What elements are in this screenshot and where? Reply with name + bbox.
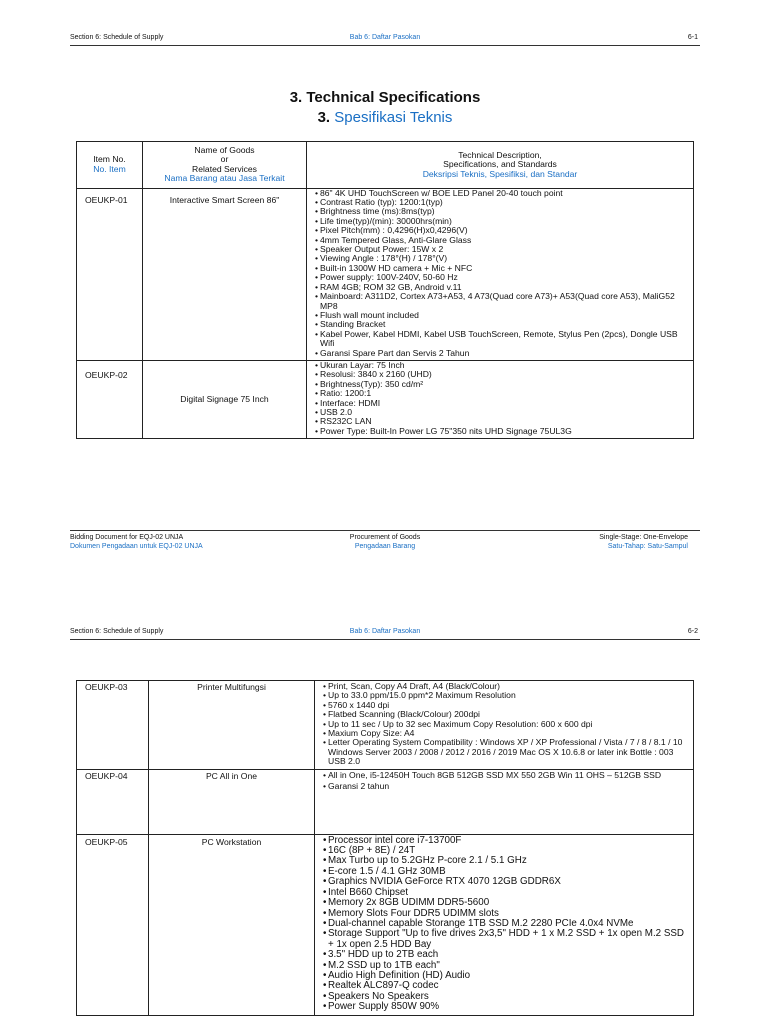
spec-item: • Letter Operating System Compatibility : Windows XP / XP Professional / Vista / 7 / 8 / 8.1 / 10 Windows Server 2003 / 2008 / 2012 / 2016 / 2019 Mac OS X 10.6.8 or later ink Bottle : 003 USB 2.0 — [323, 738, 689, 766]
item-no-cell: OEUKP-05 — [77, 834, 149, 1015]
spec-item: • Garansi Spare Part dan Servis 2 Tahun — [315, 349, 689, 358]
spec-item: • Memory Slots Four DDR5 UDIMM slots — [323, 909, 689, 919]
spec-item: • Storage Support "Up to five drives 2x3,5" HDD + 1 x M.2 SSD + 1x open M.2 SSD + 1x open 2.5 HDD Bay — [323, 929, 689, 950]
spec-item: • Flush wall mount included — [315, 311, 689, 320]
spec-item: • Ukuran Layar: 75 Inch — [315, 361, 689, 370]
footer-procurement: Procurement of Goods — [349, 534, 421, 541]
header-section-label-id: Bab 6: Daftar Pasokan — [349, 628, 421, 635]
table-row — [77, 834, 694, 1015]
spec-item: • Power Supply 850W 90% — [323, 1002, 689, 1012]
col-item-no — [77, 142, 143, 189]
footer-procurement-id: Pengadaan Barang — [354, 543, 416, 550]
spec-item: • Maxium Copy Size: A4 — [323, 729, 689, 738]
col-desc-label-id: Deksripsi Teknis, Spesifiksi, dan Standar — [422, 168, 578, 179]
footer-stage-id: Satu-Tahap: Satu-Sampul — [607, 543, 688, 550]
spec-item: • Brightness(Typ): 350 cd/m² — [315, 380, 689, 389]
header-section-label: Section 6: Schedule of Supply — [70, 628, 164, 635]
col-item-no-label-id: No. Item — [93, 163, 126, 174]
spec-item: • All in One, i5-12450H Touch 8GB 512GB SSD MX 550 2GB Win 11 OHS – 512GB SSD — [323, 771, 689, 780]
spec-item: • Built-in 1300W HD camera + Mic + NFC — [315, 264, 689, 273]
spec-item: • Up to 33.0 ppm/15.0 ppm*2 Maximum Resolution — [323, 691, 689, 700]
spec-item: • RS232C LAN — [315, 417, 689, 426]
section-title-id-number: 3. — [317, 109, 331, 126]
spec-item: • Max Turbo up to 5.2GHz P-core 2.1 / 5.1 GHz — [323, 856, 689, 866]
spec-item: • 16C (8P + 8E) / 24T — [323, 846, 689, 856]
spec-item: • Garansi 2 tahun — [323, 782, 689, 791]
item-name-cell: Digital Signage 75 Inch — [143, 360, 307, 438]
page1-header — [70, 32, 700, 46]
spec-item: • Power Type: Built-In Power LG 75"350 nits UHD Signage 75UL3G — [315, 427, 689, 436]
spec-item: • RAM 4GB; ROM 32 GB, Android v.11 — [315, 283, 689, 292]
spec-list — [323, 682, 689, 767]
page1-footer — [70, 530, 700, 553]
item-no-cell: OEUKP-02 — [77, 360, 143, 438]
spec-item: • Flatbed Scanning (Black/Colour) 200dpi — [323, 710, 689, 719]
spec-item: • Life time(typ)/(min): 30000hrs(min) — [315, 217, 689, 226]
col-name-label-id: Nama Barang atau Jasa Terkait — [164, 173, 285, 184]
table-row — [77, 360, 694, 438]
spec-item: • Intel B660 Chipset — [323, 888, 689, 898]
table-row — [77, 769, 694, 834]
col-desc-line2: Specifications, and Standards — [443, 159, 557, 170]
col-desc-line1: Technical Description, — [458, 149, 542, 160]
section-title-id — [70, 109, 700, 126]
spec-item: • Speaker Output Power: 15W x 2 — [315, 245, 689, 254]
spec-list — [315, 361, 689, 436]
spec-item: • USB 2.0 — [315, 408, 689, 417]
spec-item: • Realtek ALC897-Q codec — [323, 981, 689, 991]
spec-item: • Brightness time (ms):8ms(typ) — [315, 207, 689, 216]
spec-item: • Ratio: 1200:1 — [315, 389, 689, 398]
spec-list — [323, 771, 689, 792]
col-name — [143, 142, 307, 189]
item-spec-cell — [315, 834, 694, 1015]
section-title-en: 3. Technical Specifications — [289, 89, 481, 106]
spec-item: • E-core 1.5 / 4.1 GHz 30MB — [323, 867, 689, 877]
item-no-cell: OEUKP-03 — [77, 681, 149, 770]
footer-right — [599, 533, 688, 551]
spec-table-page2 — [76, 680, 694, 1016]
item-no-cell: OEUKP-01 — [77, 188, 143, 360]
spec-item: • Processor intel core i7-13700F — [323, 836, 689, 846]
section-title-id-text: Spesifikasi Teknis — [334, 109, 453, 126]
spec-list — [323, 836, 689, 1013]
header-page-number: 6-1 — [687, 34, 698, 41]
item-name-cell: Interactive Smart Screen 86" — [143, 188, 307, 360]
col-item-no-label: Item No. — [93, 154, 126, 165]
spec-item: • Kabel Power, Kabel HDMI, Kabel USB TouchScreen, Remote, Stylus Pen (2pcs), Dongle USB Wifi — [315, 330, 689, 349]
spec-item: • M.2 SSD up to 1TB each" — [323, 961, 689, 971]
spec-item: • Dual-channel capable Storange 1TB SSD M.2 2280 PCIe 4.0x4 NVMe — [323, 919, 689, 929]
table-header-row — [77, 142, 694, 189]
spec-item: • Speakers No Speakers — [323, 992, 689, 1002]
spec-item: • 5760 x 1440 dpi — [323, 701, 689, 710]
page2-header — [70, 626, 700, 640]
spec-item: • Graphics NVIDIA GeForce RTX 4070 12GB GDDR6X — [323, 877, 689, 887]
spec-item: • Interface: HDMI — [315, 399, 689, 408]
footer-doc-title: Bidding Document for EQJ-02 UNJA — [70, 534, 184, 541]
item-spec-cell — [307, 188, 694, 360]
spec-item: • Mainboard: A311D2, Cortex A73+A53, 4 A73(Quad core A73)+ A53(Quad core A53), MaliG52 MP8 — [315, 292, 689, 311]
spec-item: • Print, Scan, Copy A4 Draft, A4 (Black/Colour) — [323, 682, 689, 691]
col-name-line2: or — [220, 154, 229, 165]
spec-item: • 3.5" HDD up to 2TB each — [323, 950, 689, 960]
spec-item: • Standing Bracket — [315, 320, 689, 329]
header-page-number: 6-2 — [687, 628, 698, 635]
item-spec-cell — [315, 681, 694, 770]
spec-item: • Resolusi: 3840 x 2160 (UHD) — [315, 370, 689, 379]
table-row — [77, 188, 694, 360]
item-name-cell: PC All in One — [149, 769, 315, 834]
spec-item: • Contrast Ratio (typ): 1200:1(typ) — [315, 198, 689, 207]
col-description — [307, 142, 694, 189]
header-section-label: Section 6: Schedule of Supply — [70, 34, 164, 41]
footer-doc-title-id: Dokumen Pengadaan untuk EQJ-02 UNJA — [70, 543, 203, 550]
item-name-cell: Printer Multifungsi — [149, 681, 315, 770]
item-name-cell: PC Workstation — [149, 834, 315, 1015]
item-spec-cell — [315, 769, 694, 834]
item-spec-cell — [307, 360, 694, 438]
col-name-line1: Name of Goods — [194, 145, 255, 155]
spec-item: • Up to 11 sec / Up to 32 sec Maximum Copy Resolution: 600 x 600 dpi — [323, 720, 689, 729]
item-no-cell: OEUKP-04 — [77, 769, 149, 834]
spec-item: • Memory 2x 8GB UDIMM DDR5-5600 — [323, 898, 689, 908]
spec-item: • Audio High Definition (HD) Audio — [323, 971, 689, 981]
spec-item: • 4mm Tempered Glass, Anti-Glare Glass — [315, 236, 689, 245]
col-name-line3: Related Services — [192, 163, 257, 174]
spec-table-page1 — [76, 141, 694, 439]
header-section-label-id: Bab 6: Daftar Pasokan — [349, 34, 421, 41]
spec-item: • 86" 4K UHD TouchScreen w/ BOE LED Panel 20-40 touch point — [315, 189, 689, 198]
footer-stage: Single-Stage: One-Envelope — [599, 534, 688, 541]
spec-item: • Power supply: 100V-240V, 50-60 Hz — [315, 273, 689, 282]
table-row — [77, 681, 694, 770]
spec-item: • Viewing Angle : 178°(H) / 178°(V) — [315, 254, 689, 263]
spec-item: • Pixel Pitch(mm) : 0,4296(H)x0,4296(V) — [315, 226, 689, 235]
spec-list — [315, 189, 689, 358]
